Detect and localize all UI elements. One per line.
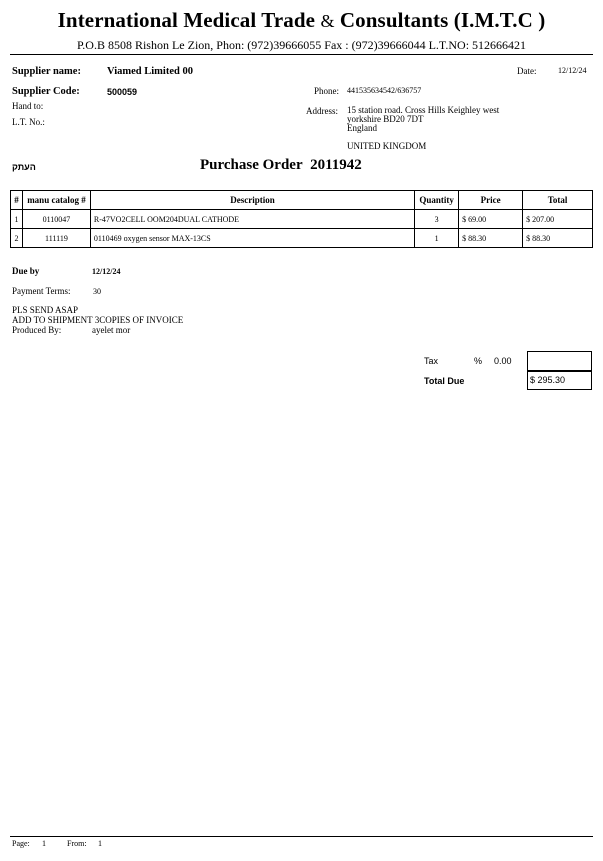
produced-by-label: Produced By: <box>12 325 62 335</box>
lt-no-label: L.T. No.: <box>12 117 45 127</box>
due-by-value: 12/12/24 <box>92 267 121 276</box>
col-header-num: # <box>11 191 23 210</box>
tax-value-box <box>527 351 592 371</box>
row-catalog: 111119 <box>22 229 90 248</box>
col-header-catalog: manu catalog # <box>22 191 90 210</box>
supplier-name-label: Supplier name: <box>12 66 81 77</box>
tax-rate: 0.00 <box>494 356 512 366</box>
note-line: PLS SEND ASAP <box>12 305 79 315</box>
page-label: Page: <box>12 839 30 848</box>
purchase-order-label: Purchase Order <box>200 157 303 173</box>
notes <box>12 306 183 325</box>
note-line: ADD TO SHIPMENT 3COPIES OF INVOICE <box>12 314 184 325</box>
from-label: From: <box>67 839 87 848</box>
col-header-price: Price <box>459 191 523 210</box>
tax-label: Tax <box>424 356 439 366</box>
hand-to-label: Hand to: <box>12 101 44 111</box>
address-line: yorkshire BD20 7DT <box>347 114 424 124</box>
table-row <box>11 229 593 248</box>
col-header-total: Total <box>523 191 593 210</box>
row-price: $ 88.30 <box>459 229 523 248</box>
row-total: $ 207.00 <box>523 210 593 229</box>
footer-divider-short <box>10 836 120 837</box>
phone-label: Phone: <box>314 86 340 96</box>
address-line: England <box>347 123 377 133</box>
total-due-label: Total Due <box>424 376 465 386</box>
address-line: 15 station road. Cross Hills Keighley west <box>347 105 500 115</box>
company-name <box>0 8 603 33</box>
row-total: $ 88.30 <box>523 229 593 248</box>
purchase-order-title <box>200 157 362 174</box>
row-quantity: 3 <box>415 210 459 229</box>
row-description: R-47VO2CELL OOM204DUAL CATHODE <box>90 210 414 229</box>
date-label: Date: <box>517 66 537 76</box>
company-address-line: P.O.B 8508 Rishon Le Zion, Phon: (972)39666055 Fax : (972)39666044 L.T.NO: 512666421 <box>76 38 527 52</box>
row-num: 1 <box>11 210 23 229</box>
phone-value: 441535634542/636757 <box>347 86 422 95</box>
row-description: 0110469 oxygen sensor MAX-13CS <box>90 229 414 248</box>
address-line: UNITED KINGDOM <box>347 141 427 151</box>
payment-terms-value: 30 <box>93 287 101 296</box>
row-price: $ 69.00 <box>459 210 523 229</box>
items-table <box>10 190 593 248</box>
header-divider <box>10 54 593 55</box>
address-block <box>347 106 499 151</box>
row-quantity: 1 <box>415 229 459 248</box>
supplier-code-label: Supplier Code: <box>12 86 80 97</box>
company-name-part2: Consultants (I.M.T.C ) <box>339 8 546 32</box>
table-row <box>11 210 593 229</box>
tax-percent-sign: % <box>474 356 483 366</box>
page-number: 1 <box>42 839 46 848</box>
footer-divider <box>120 836 593 837</box>
company-name-part1: International Medical Trade <box>57 8 316 32</box>
due-by-label: Due by <box>12 266 40 276</box>
supplier-name: Viamed Limited 00 <box>107 66 193 77</box>
row-num: 2 <box>11 229 23 248</box>
company-name-amp: & <box>320 11 335 31</box>
supplier-code: 500059 <box>107 87 138 97</box>
from-number: 1 <box>98 839 102 848</box>
table-header-row <box>11 191 593 210</box>
produced-by-value: ayelet mor <box>92 325 131 335</box>
payment-terms-label: Payment Terms: <box>12 286 71 296</box>
date-value: 12/12/24 <box>558 66 587 75</box>
col-header-description: Description <box>90 191 414 210</box>
copy-label: העתק <box>12 162 36 172</box>
address-label: Address: <box>306 106 338 116</box>
row-catalog: 0110047 <box>22 210 90 229</box>
purchase-order-number: 2011942 <box>310 157 362 173</box>
total-due-value: $ 295.30 <box>527 371 592 390</box>
col-header-quantity: Quantity <box>415 191 459 210</box>
